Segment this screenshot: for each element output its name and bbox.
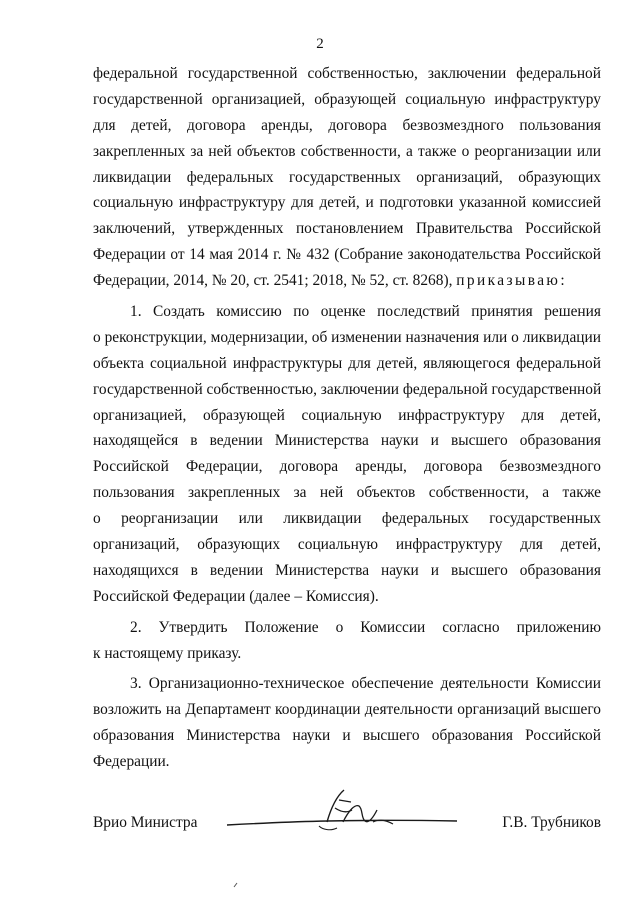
text-fragment: Федерации, 2014, № 20, ст. 2541; 2018, № 52, ст. 8268),: [93, 272, 457, 290]
text-line: для детей, договора аренды, договора безвозмездного пользования: [93, 116, 601, 134]
text-line: возложить на Департамент координации деятельности организаций высшего: [93, 701, 601, 719]
signer-title: Врио Министра: [93, 814, 198, 831]
text-line: [93, 268, 601, 294]
text-line: организацией, образующей социальную инфраструктуру для детей,: [93, 406, 601, 424]
page-number: 2: [316, 36, 324, 52]
text-line: государственной организацией, образующей социальную инфраструктуру: [93, 90, 601, 108]
handwritten-signature: [223, 788, 463, 838]
text-fragment: :: [560, 272, 565, 290]
preamble-paragraph: [93, 61, 601, 294]
scan-speck: [233, 882, 239, 888]
text-line: находящихся в ведении Министерства науки и высшего образования: [93, 561, 601, 579]
text-line: государственной собственностью, заключении федеральной государственной: [93, 380, 602, 398]
text-line: 2. Утвердить Положение о Комиссии согласно приложению: [130, 618, 601, 636]
signer-name: Г.В. Трубников: [502, 814, 601, 831]
text-line: находящейся в ведении Министерства науки и высшего образования: [93, 432, 601, 450]
text-line: федеральной государственной собственностью, заключении федеральной: [93, 65, 601, 82]
order-item-2: [93, 615, 601, 667]
document-body: [93, 61, 601, 775]
text-line: к настоящему приказу.: [93, 644, 242, 662]
text-line: Федерации от 14 мая 2014 г. № 432 (Собрание законодательства Российской: [93, 246, 601, 264]
text-line: пользования закрепленных за ней объектов собственности, а также: [93, 484, 601, 502]
text-line: закрепленных за ней объектов собственности, а также о реорганизации или: [93, 142, 601, 160]
text-line: организаций, образующих социальную инфраструктуру для детей,: [93, 536, 601, 554]
text-line: социальную инфраструктуру для детей, и подготовки указанной комиссией: [93, 194, 601, 212]
text-line: 1. Создать комиссию по оценке последствий принятия решения: [130, 303, 601, 321]
text-line: ликвидации федеральных государственных организаций, образующих: [93, 168, 601, 186]
order-item-1: [93, 299, 601, 610]
text-line: 3. Организационно-техническое обеспечение деятельности Комиссии: [130, 675, 601, 693]
text-line: Российской Федерации, договора аренды, договора безвозмездного: [93, 458, 601, 476]
text-line: о реконструкции, модернизации, об изменении назначения или о ликвидации: [93, 328, 601, 346]
text-line: объекта социальной инфраструктуры для детей, являющегося федеральной: [93, 354, 601, 372]
text-line: о реорганизации или ликвидации федеральных государственных: [93, 510, 601, 528]
signature-block: [93, 814, 601, 844]
order-keyword: приказываю: [456, 272, 561, 290]
text-line: Российской Федерации (далее – Комиссия).: [93, 587, 379, 605]
order-item-3: [93, 671, 601, 775]
text-line: заключений, утвержденных постановлением Правительства Российской: [93, 220, 601, 238]
text-line: Федерации.: [93, 753, 170, 771]
text-line: образования Министерства науки и высшего образования Российской: [93, 727, 601, 745]
